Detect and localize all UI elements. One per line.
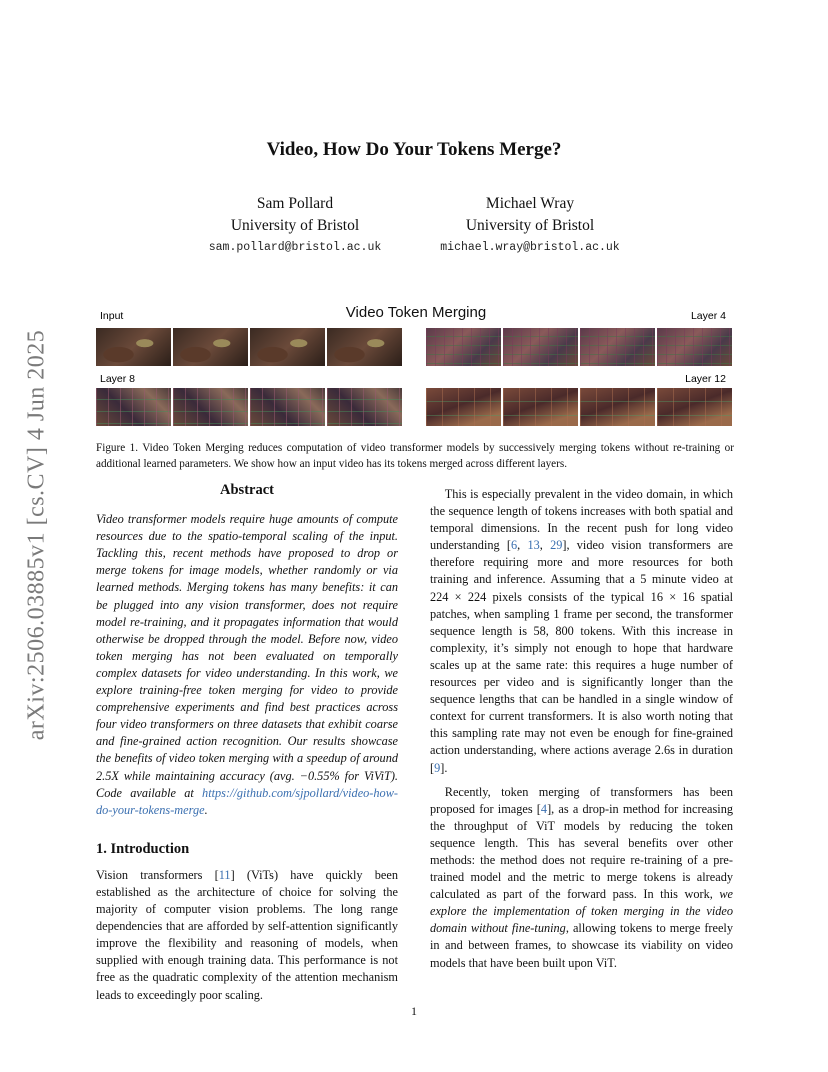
section-heading: 1. Introduction [96, 840, 190, 857]
text-run: ], as a drop-in method for increasing the throughput of ViT models by reducing the token sequence length. This has several benefits over other methods: the method does not require re-training of a pre-trained model and the metric to merge tokens is already calculated as part of the forward pass. In this work, [430, 801, 733, 902]
intro-paragraph-3 [430, 784, 733, 972]
figure-title: Video Token Merging [345, 304, 487, 321]
author-affiliation: University of Bristol [465, 217, 595, 234]
merged-frame [426, 388, 501, 426]
merged-frame [657, 328, 732, 366]
figure-1 [96, 304, 736, 432]
abstract-heading: Abstract [220, 482, 274, 498]
text-run: ]. [440, 760, 448, 775]
right-column [430, 486, 733, 972]
video-frame [327, 328, 402, 366]
input-frames [96, 328, 402, 366]
text-run: Recently, token merging of transformers has been proposed for images [ [430, 784, 733, 816]
text-run: This is especially prevalent in the video domain, in which the sequence length of tokens increases with both spatial and temporal dimensions. In the recent push for long video understanding [ [430, 487, 733, 553]
label-layer12: Layer 12 [685, 373, 726, 385]
text-run: , allowing tokens to merge freely in and between frames, to showcase its viability on video models that have been built upon ViT. [430, 921, 733, 970]
text-run: , [517, 538, 528, 553]
label-layer4: Layer 4 [690, 310, 726, 322]
emphasis-run: we explore the implementation of token merging in the video domain without fine-tuning [430, 887, 733, 936]
author-block [165, 193, 425, 254]
video-frame [250, 328, 325, 366]
author-affiliation: University of Bristol [230, 217, 360, 234]
paper-title: Video, How Do Your Tokens Merge? [266, 139, 562, 160]
text-run: Vision transformers [ [96, 867, 219, 882]
author-name: Sam Pollard [256, 195, 334, 212]
citation-link[interactable]: 29 [550, 538, 563, 553]
text-run: ] (ViTs) have quickly been established as the architecture of choice for solving the majority of computer vision problems. The long range dependencies that are afforded by self-attention significantly improve the flexibility and reasoning of models, when supplied with enough training data. This performance is not free as the quadratic complexity of the attention mechanism leads to exceedingly poor scaling. [96, 867, 398, 1002]
merged-frame [173, 388, 248, 426]
label-input: Input [100, 310, 124, 322]
citation-link[interactable]: 6 [511, 538, 518, 553]
merged-frame [426, 328, 501, 366]
author-email: michael.wray@bristol.ac.uk [440, 241, 620, 254]
merged-frame [503, 388, 578, 426]
left-column [96, 482, 398, 1004]
video-frame [96, 328, 171, 366]
merged-frame [96, 388, 171, 426]
layer4-frames [426, 328, 732, 366]
arxiv-sidebar [22, 305, 52, 765]
merged-frame [580, 328, 655, 366]
citation-link[interactable]: 9 [434, 760, 441, 775]
text-run: ], video vision transformers are therefore requiring more and more resources for both training and inference. Assuming that a 5 minute video at 224 × 224 pixels consists of the typical 16 × 16 spatial patches, when sampling 1 frame per second, the transformer sequence length is 58, 800 tokens. With this increase in complexity, it’s simply not enough to hope that hardware scales up at the same rate: this requires a huge number of resources per video and is significantly longer than the sequence lengths that can be handled in a single window of context for current transformers. It is also worth noting that this sampling rate may not even be enough for fine-grained action understanding, where actions average 2.6s in duration [ [430, 538, 733, 775]
intro-paragraph-1 [96, 867, 398, 1004]
intro-paragraph-2 [430, 486, 733, 777]
layer8-frames [96, 388, 402, 426]
page-number: 1 [411, 1004, 417, 1018]
citation-link[interactable]: 4 [540, 801, 548, 816]
label-layer8: Layer 8 [100, 373, 136, 385]
layer12-frames [426, 388, 732, 426]
abstract-body: Video transformer models require huge amounts of compute resources due to the spatio-temporal scaling of the input. Tackling this, recent methods have proposed to drop or merge tokens for image models, whether randomly or via learned methods. Merging tokens has many benefits: it can be plugged into any vision transformer, does not require model re-training, and it propagates information that would otherwise be dropped through the model. Before now, video token merging has not been evaluated on temporally complex datasets for video understanding. In this work, we explore training-free token merging for video to provide comprehensive experiments and find best practices across four video transformers on three datasets that exhibit coarse and fine-grained action recognition. Our results showcase the benefits of video token merging with a speedup of around 2.5X while maintaining accuracy (avg. −0.55% for ViViT). Code available at [96, 512, 398, 800]
merged-frame [250, 388, 325, 426]
citation-link[interactable]: 13 [527, 538, 540, 553]
author-name: Michael Wray [485, 195, 575, 212]
author-block [400, 193, 660, 254]
video-frame [173, 328, 248, 366]
merged-frame [657, 388, 732, 426]
author-email: sam.pollard@bristol.ac.uk [208, 241, 382, 254]
abstract-text [96, 511, 398, 819]
merged-frame [503, 328, 578, 366]
merged-frame [580, 388, 655, 426]
abstract-end: . [204, 802, 208, 817]
citation-link[interactable]: 11 [218, 867, 231, 882]
text-run: , [539, 538, 551, 553]
arxiv-id: arXiv:2506.03885v1 [cs.CV] 4 Jun 2025 [23, 329, 50, 741]
code-link[interactable]: https://github.com/sjpollard/video-how-do-your-tokens-merge [96, 785, 398, 817]
figure-caption: Figure 1. Video Token Merging reduces computation of video transformer models by successively merging tokens without re-training or additional learned parameters. We show how an input video has its tokens merged across different layers. [96, 442, 734, 470]
merged-frame [327, 388, 402, 426]
